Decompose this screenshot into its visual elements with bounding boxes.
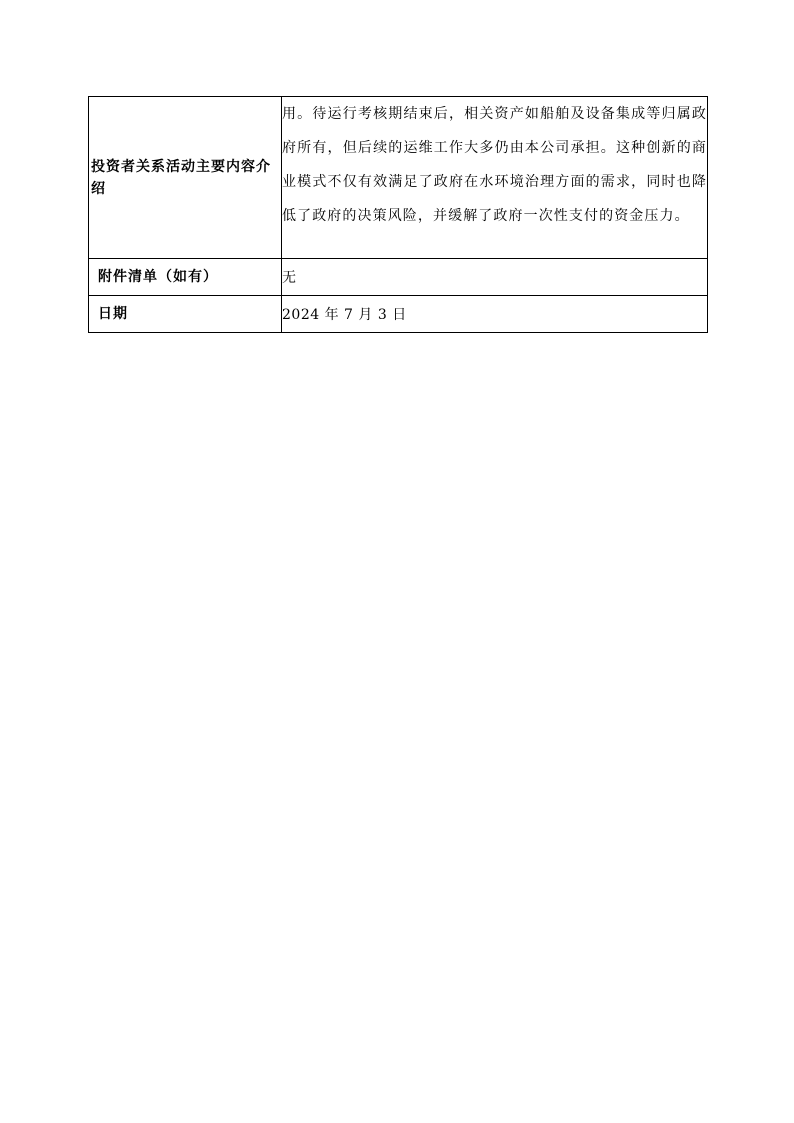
row-value-main-content: 用。待运行考核期结束后，相关资产如船舶及设备集成等归属政府所有，但后续的运维工作大多仍由本公司承担。这种创新的商业模式不仅有效满足了政府在水环境治理方面的需求，同时也降低了政府的决策风险，并缓解了政府一次性支付的资金压力。 — [282, 97, 708, 259]
row-value-date: 2024 年 7 月 3 日 — [282, 296, 708, 333]
table-row-date — [89, 296, 708, 333]
row-label-attachments: 附件清单（如有） — [89, 259, 282, 296]
table-row-attachments — [89, 259, 708, 296]
row-label-main-content: 投资者关系活动主要内容介绍 — [89, 97, 282, 259]
row-value-attachments: 无 — [282, 259, 708, 296]
table-row-main-content — [89, 97, 708, 259]
row-label-date: 日期 — [89, 296, 282, 333]
investor-relations-record-table — [88, 96, 708, 333]
